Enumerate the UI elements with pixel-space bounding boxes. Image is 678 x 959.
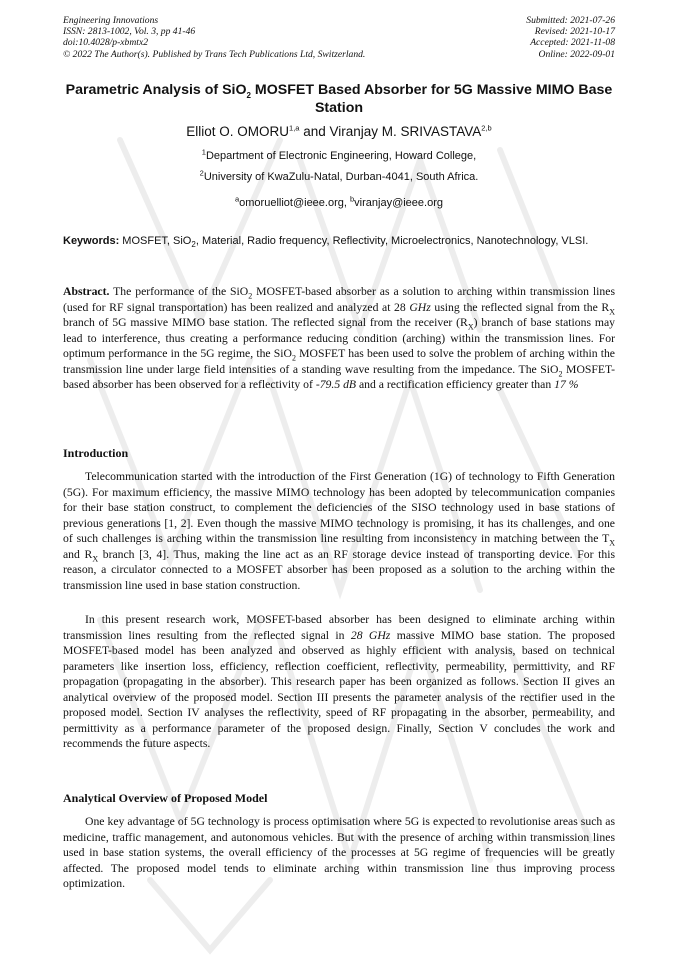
copyright-line: © 2022 The Author(s). Published by Trans Tech Publications Ltd, Switzerland. <box>63 48 366 60</box>
abstract-subscript: 2 <box>558 368 563 378</box>
introduction-paragraph-1 <box>63 469 615 593</box>
abstract-efficiency: 17 % <box>554 378 579 391</box>
paragraph-text: Telecommunication started with the introduction of the First Generation (1G) of technology to Fifth Generation (5G). For maximum efficiency, the massive MIMO technology has been adopted by telecommunication companies for their base station construct, to complement the deficiencies of the SISO technology used in base stations of previous generations [1, 2]. Even though the massive MIMO technology is promising, it has its challenges, and one of such challenges is arching within the transmission line resulting from inconsistency in matching between the T <box>63 470 615 545</box>
abstract <box>63 284 615 393</box>
abstract-subscript: 2 <box>248 291 253 301</box>
accepted-date: Accepted: 2021-11-08 <box>530 37 615 49</box>
abstract-text: ) branch of base stations may lead to interference, thus creating a performance reducing condition (arching) within the transmission lines. For optimum performance in the 5G regime, the SiO <box>63 316 616 360</box>
abstract-subscript: 2 <box>291 353 296 363</box>
affiliation-superscript: 1 <box>201 147 206 157</box>
section-heading-introduction: Introduction <box>63 446 129 460</box>
abstract-text: The performance of the SiO <box>109 285 249 298</box>
title-part: MOSFET Based Absorber for 5G Massive MIMO Base Station <box>250 82 613 116</box>
author-joiner: and <box>299 124 330 139</box>
abstract-text: MOSFET has been used to solve the problem of arching within the transmission line under large field intensities of a standing wave resulting from the impedance. The SiO <box>63 347 615 376</box>
keywords-text: MOSFET, SiO <box>119 235 192 247</box>
abstract-label: Abstract. <box>63 285 110 298</box>
paragraph-unit: 28 GHz <box>350 628 391 642</box>
journal-issn: ISSN: 2813-1002, Vol. 3, pp 41-46 <box>63 26 196 38</box>
abstract-unit: GHz <box>409 300 431 314</box>
abstract-text: MOSFET-based absorber as a solution to arching within transmission lines (used for RF signal transportation) has been realized and analyzed at 28 <box>63 285 615 314</box>
paragraph-text: and R <box>63 547 93 561</box>
email-address: omoruelliot@ieee.org, <box>239 197 350 209</box>
keywords-text: , Material, Radio frequency, Reflectivity, Microelectronics, Nanotechnology, VLSI. <box>195 235 589 247</box>
keywords <box>63 234 615 248</box>
abstract-text: MOSFET-based absorber has been observed for a reflectivity of <box>63 362 615 391</box>
title-subscript: 2 <box>246 90 251 100</box>
affiliation-superscript: 2 <box>199 168 204 178</box>
author-superscript: 1,a <box>289 123 300 133</box>
paragraph-subscript: X <box>92 553 99 563</box>
abstract-subscript: X <box>467 322 474 332</box>
paragraph-subscript: X <box>609 538 615 548</box>
paragraph-text: branch [3, 4]. Thus, making the line act as an RF storage device instead of transporting device. For this reason, a circulator connected to a MOSFET absorber has been proposed as a solution to the arching within the transmission line used in base station construction. <box>63 547 616 592</box>
email-superscript: a <box>234 194 240 204</box>
abstract-text: branch of 5G massive MIMO base station. The reflected signal from the receiver (R <box>63 316 468 329</box>
section-heading-overview: Analytical Overview of Proposed Model <box>63 791 268 805</box>
email-superscript: b <box>350 194 355 204</box>
overview-paragraph-1: One key advantage of 5G technology is process optimisation where 5G is expected to revolutionise areas such as medicine, traffic management, and autonomous vehicles. But with the presence of arching within transmission lines used in base station systems, the overall efficiency of the processes at 5G regime of frequencies will be greatly affected. The proposed model tends to eliminate arching within transmission line thus improving process optimization. <box>63 815 615 890</box>
abstract-text: using the reflected signal from the R <box>430 300 610 314</box>
affiliation-text: University of KwaZulu-Natal, Durban-4041, South Africa. <box>203 171 479 183</box>
author-line <box>63 124 615 139</box>
author-superscript: 2,b <box>481 123 492 133</box>
affiliation-1 <box>63 147 615 162</box>
journal-header <box>63 15 365 60</box>
online-date: Online: 2022-09-01 <box>538 48 615 60</box>
affiliation-2 <box>63 168 615 183</box>
dates-header <box>526 15 615 60</box>
journal-doi: doi:10.4028/p-xbmtx2 <box>63 37 148 49</box>
journal-name: Engineering Innovations <box>63 15 159 26</box>
introduction-paragraph-2 <box>63 612 615 752</box>
email-address: viranjay@ieee.org <box>354 197 443 209</box>
keywords-label: Keywords: <box>63 235 120 247</box>
paragraph-text: In this present research work, MOSFET-based absorber has been designed to eliminate arching within transmission lines resulting from the reflected signal in <box>63 613 615 642</box>
email-line <box>63 194 615 209</box>
author-name: Viranjay M. SRIVASTAVA <box>329 124 482 139</box>
affiliation-text: Department of Electronic Engineering, Howard College, <box>205 150 477 162</box>
abstract-text: and a rectification efficiency greater than <box>356 378 555 391</box>
title-part: Parametric Analysis of SiO <box>65 82 247 98</box>
author-name: Elliot O. OMORU <box>186 124 290 139</box>
paragraph-text: massive MIMO base station. The proposed MOSFET-based model has been analyzed and observed as highly efficient with analysis, based on technical parameters like insertion loss, efficiency, reflection coefficient, reflectivity, permeability, permittivity, and RF propagation (propagating in the absorber). This research paper has been organized as follows. Section II gives an analytical overview of the proposed model. Section III presents the parameter analysis of the rectifier used in the proposed model. Section IV analyses the reflectivity, speed of RF propagating in the absorber, permeability, and permittivity as a performance parameter of the proposed design. Finally, Section V concludes the work and recommends the future aspects. <box>63 628 615 750</box>
keywords-subscript: 2 <box>191 240 196 250</box>
paper-title <box>63 81 615 117</box>
abstract-subscript: X <box>609 306 615 316</box>
abstract-reflectivity: -79.5 dB <box>315 378 357 391</box>
submitted-date: Submitted: 2021-07-26 <box>526 15 615 26</box>
revised-date: Revised: 2021-10-17 <box>534 26 615 38</box>
